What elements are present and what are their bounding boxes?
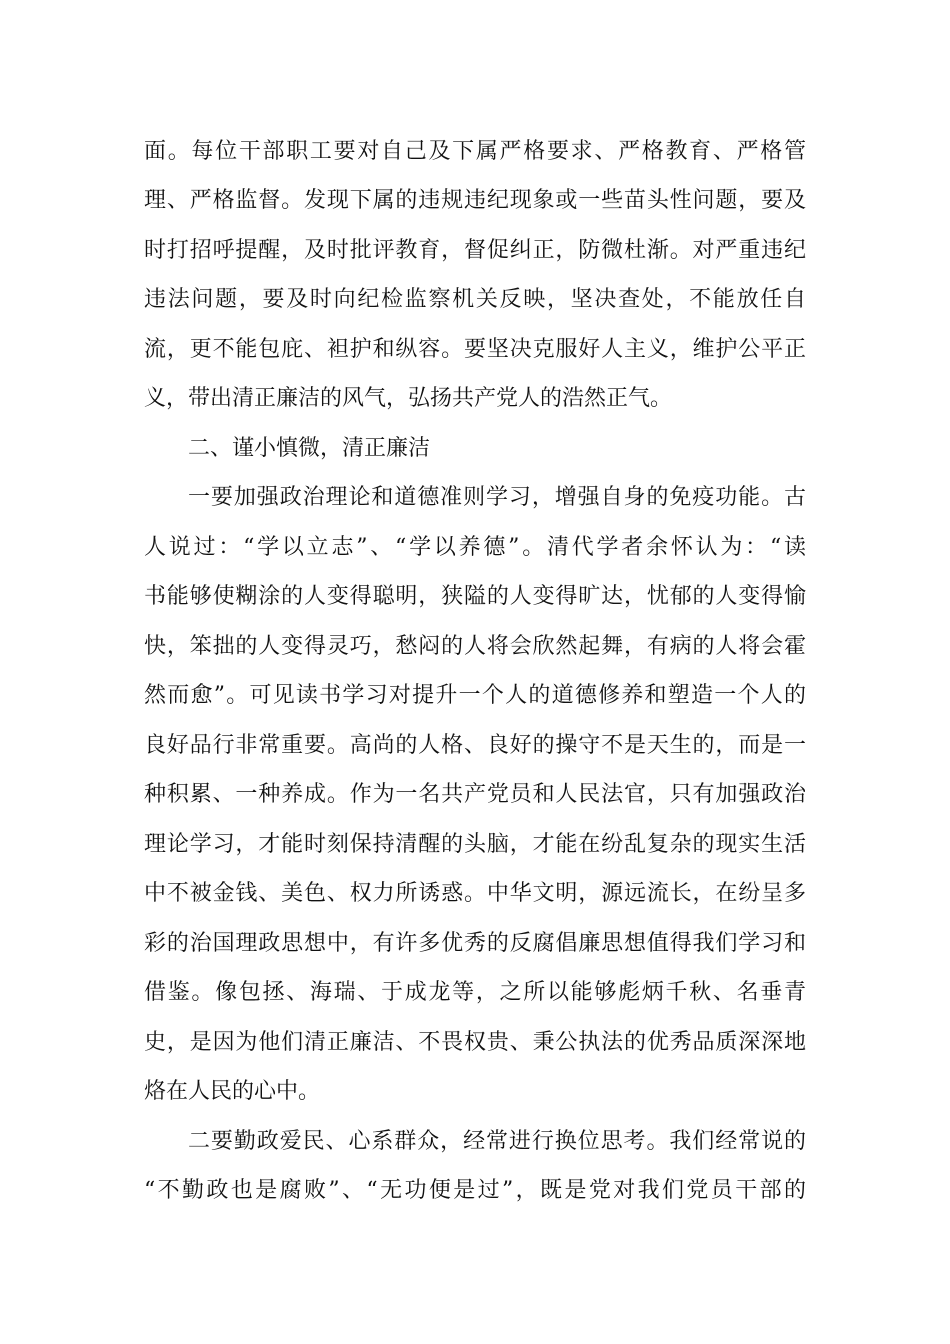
text-line: 流，更不能包庇、袒护和纵容。要坚决克服好人主义，维护公平正 (144, 337, 806, 362)
text-line: 二要勤政爱民、心系群众，经常进行换位思考。我们经常说的 (188, 1129, 806, 1154)
text-line: 快，笨拙的人变得灵巧，愁闷的人将会欣然起舞，有病的人将会霍 (144, 634, 806, 659)
text-line: 史，是因为他们清正廉洁、不畏权贵、秉公执法的优秀品质深深地 (144, 1030, 806, 1055)
text-line: 良好品行非常重要。高尚的人格、良好的操守不是天生的，而是一 (144, 733, 806, 758)
section-heading: 二、谨小慎微，清正廉洁 (188, 436, 431, 461)
text-line: 借鉴。像包拯、海瑞、于成龙等，之所以能够彪炳千秋、名垂青 (144, 980, 806, 1005)
text-line: 然而愈”。可见读书学习对提升一个人的道德修养和塑造一个人的 (144, 683, 806, 708)
text-line: 彩的治国理政思想中，有许多优秀的反腐倡廉思想值得我们学习和 (144, 931, 806, 956)
text-line: 书能够使糊涂的人变得聪明，狭隘的人变得旷达，忧郁的人变得愉 (144, 584, 806, 609)
text-line: 面。每位干部职工要对自己及下属严格要求、严格教育、严格管 (144, 139, 806, 164)
text-line: 时打招呼提醒，及时批评教育，督促纠正，防微杜渐。对严重违纪 (144, 238, 806, 263)
text-line: 理论学习，才能时刻保持清醒的头脑，才能在纷乱复杂的现实生活 (144, 832, 806, 857)
text-line: 一要加强政治理论和道德准则学习，增强自身的免疫功能。古 (188, 485, 806, 510)
text-line: “不勤政也是腐败”、“无功便是过”，既是党对我们党员干部的 (144, 1178, 806, 1203)
text-line: 烙在人民的心中。 (144, 1079, 321, 1104)
text-line: 义，带出清正廉洁的风气，弘扬共产党人的浩然正气。 (144, 386, 673, 411)
text-line: 中不被金钱、美色、权力所诱惑。中华文明，源远流长，在纷呈多 (144, 881, 806, 906)
text-line: 种积累、一种养成。作为一名共产党员和人民法官，只有加强政治 (144, 782, 806, 807)
text-line: 人说过：“学以立志”、“学以养德”。清代学者余怀认为：“读 (144, 535, 806, 560)
text-line: 违法问题，要及时向纪检监察机关反映，坚决查处，不能放任自 (144, 287, 806, 312)
text-line: 理、严格监督。发现下属的违规违纪现象或一些苗头性问题，要及 (144, 188, 806, 213)
